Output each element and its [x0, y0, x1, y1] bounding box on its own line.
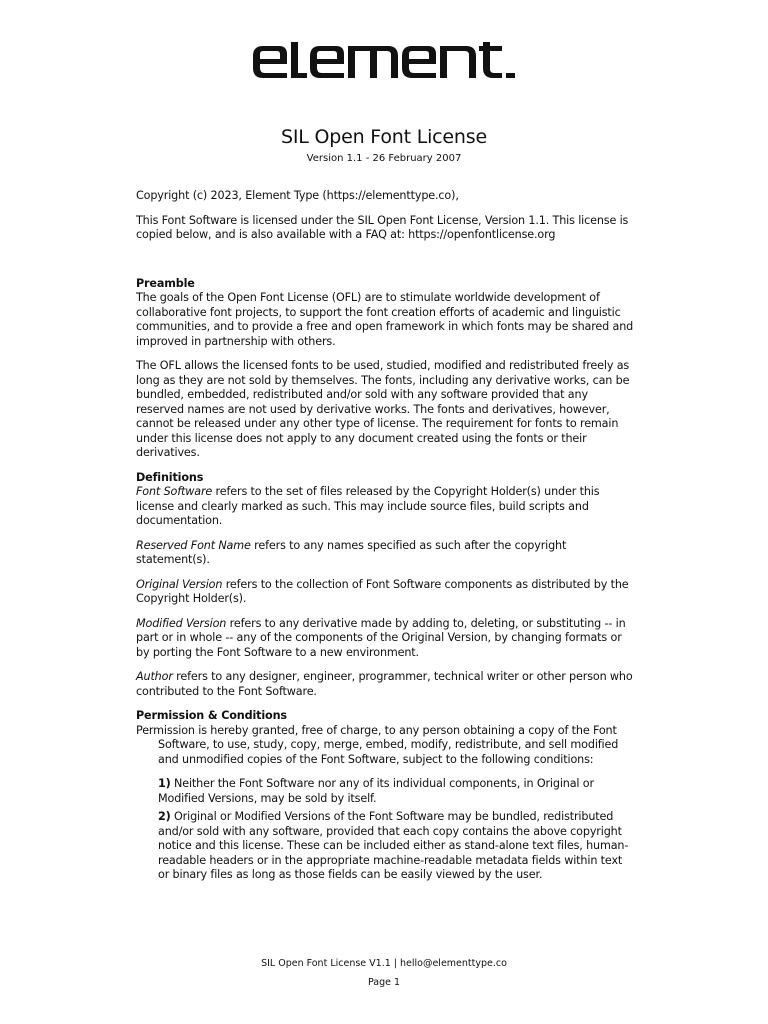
definition-text: refers to any designer, engineer, programmer, technical writer or other person who contributed to the Font Software.: [136, 670, 633, 698]
definition-text: refers to the collection of Font Software components as distributed by the Copyright Holder(s).: [136, 577, 629, 605]
definition-item: [136, 578, 636, 607]
definition-term: Font Software: [136, 485, 213, 498]
definition-text: refers to any names specified as such after the copyright statement(s).: [136, 538, 567, 566]
spacer: [136, 253, 636, 277]
condition-item: [158, 810, 636, 883]
condition-text: Neither the Font Software nor any of its individual components, in Original or Modified Versions, may be sold by itself.: [158, 777, 594, 805]
definition-item: [136, 670, 636, 699]
condition-number: 2): [158, 810, 171, 823]
definition-term: Author: [136, 670, 173, 683]
definition-text: refers to any derivative made by adding to, deleting, or substituting -- in part or in whole -- any of the components of the Original Version, by changing formats or by porting the Font Software to a new environment.: [136, 616, 626, 659]
document-title: SIL Open Font License: [281, 126, 487, 148]
condition-item: [158, 777, 636, 806]
definitions-heading: Definitions: [136, 470, 204, 484]
permission-intro: Permission is hereby granted, free of charge, to any person obtaining a copy of the Font Software, to use, study, copy, merge, embed, modify, redistribute, and sell modified and unmodified copies of the Font Software, subject to the following conditions:: [136, 723, 619, 766]
element-wordmark-logo: [253, 42, 515, 80]
definition-item: [136, 539, 636, 568]
condition-text: Original or Modified Versions of the Font Software may be bundled, redistributed and/or sold with any software, provided that each copy contains the above copyright notice and this license. These can be included either as stand-alone text files, human-readable headers or in the appropriate machine-readable metadata fields within text or binary files as long as those fields can be easily viewed by the user.: [158, 810, 629, 881]
definition-item: [136, 485, 636, 529]
definition-term: Reserved Font Name: [136, 538, 251, 552]
license-body: [136, 189, 636, 887]
condition-number: 1): [158, 777, 171, 790]
intro-paragraph: This Font Software is licensed under the SIL Open Font License, Version 1.1. This license is copied below, and is also available with a FAQ at: https://openfontlicense.org: [136, 213, 629, 241]
document-version: Version 1.1 - 26 February 2007: [306, 153, 462, 164]
definition-term: Original Version: [136, 577, 223, 591]
definition-text: refers to the set of files released by the Copyright Holder(s) under this license and clearly marked as such. This may include source files, build scripts and documentation.: [136, 485, 600, 527]
copyright-notice: Copyright (c) 2023, Element Type (https://elementtype.co),: [136, 189, 459, 202]
preamble-paragraph: The OFL allows the licensed fonts to be used, studied, modified and redistributed freely as long as they are not sold by themselves. The fonts, including any derivative works, can be bundled, embedded, redistributed and/or sold with any software provided that any reserved names are not used by derivative works. The fonts and derivatives, however, cannot be released under any other type of license. The requirement for fonts to remain under this license does not apply to any document created using the fonts or their derivatives.: [136, 359, 630, 459]
permission-heading: Permission & Conditions: [136, 709, 287, 722]
preamble-heading: Preamble: [136, 276, 195, 290]
definition-term: Modified Version: [136, 616, 227, 630]
page-number: Page 1: [367, 977, 401, 988]
definition-item: [136, 617, 636, 661]
preamble-paragraph: The goals of the Open Font License (OFL) are to stimulate worldwide development of collaborative font projects, to support the font creation efforts of academic and linguistic communities, and to provide a free and open framework in which fonts may be shared and improved in partnership with others.: [136, 291, 634, 348]
page-footer: SIL Open Font License V1.1 | hello@elementtype.co: [261, 958, 507, 969]
